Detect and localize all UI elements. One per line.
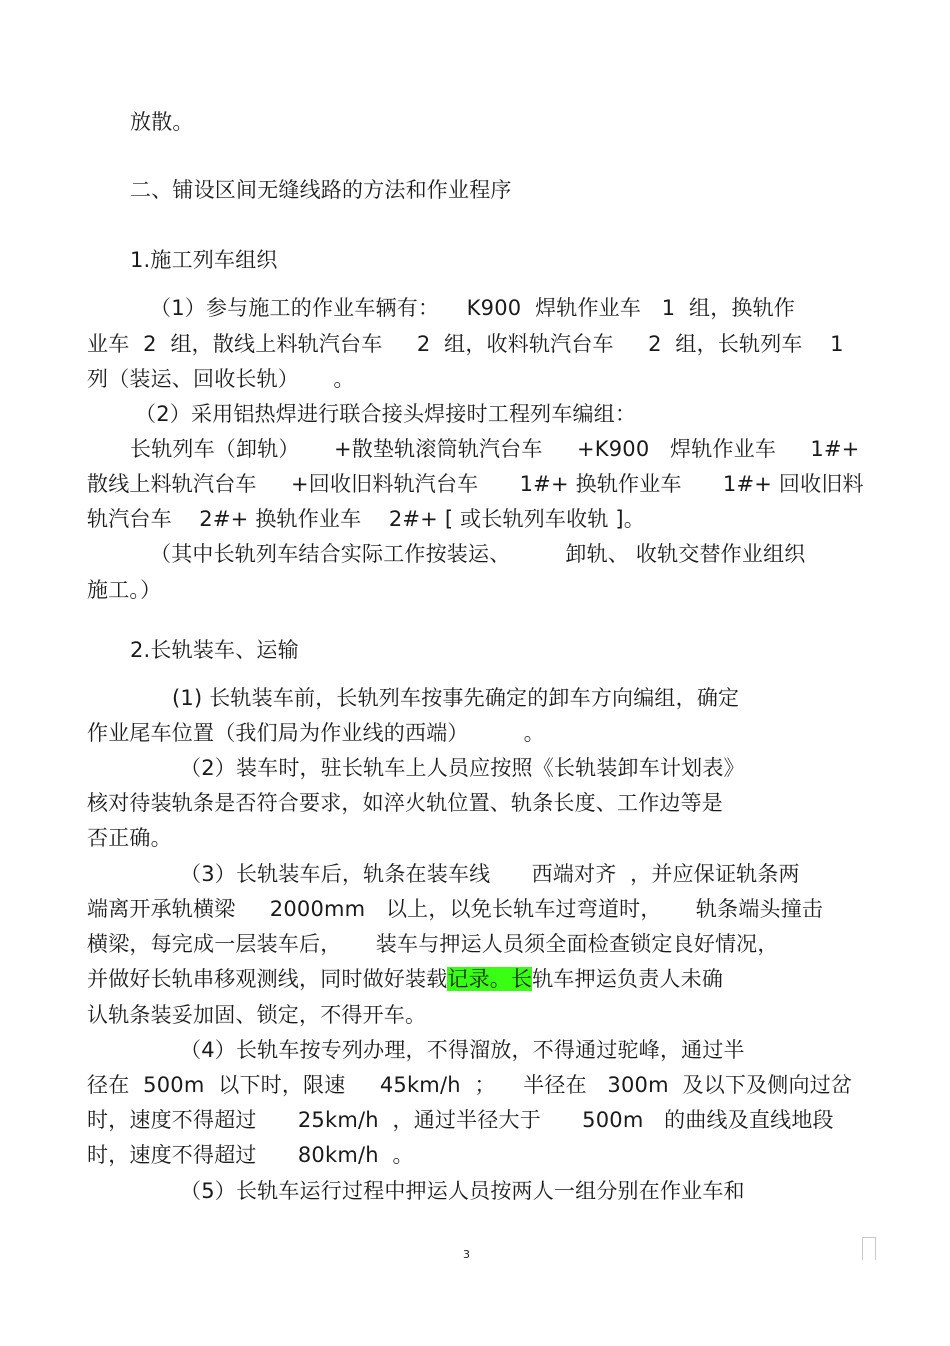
text-line-1: 放散。 bbox=[130, 110, 194, 134]
text-before-highlight: 并做好长轨串移观测线，同时做好装载 bbox=[87, 967, 448, 991]
text-line-23: 认轨条装妥加固、锁定，不得开车。 bbox=[87, 1003, 427, 1027]
text-line-14: (1) 长轨装车前，长轨列车按事先确定的卸车方向编组，确定 bbox=[172, 686, 740, 710]
text-line-11: （其中长轨列车结合实际工作按装运、 卸轨、 收轨交替作业组织 bbox=[150, 542, 806, 566]
text-line-9: 散线上料轨汽台车 +回收旧料轨汽台车 1#+ 换轨作业车 1#+ 回收旧料 bbox=[87, 472, 864, 496]
text-line-22 bbox=[87, 965, 723, 993]
text-line-10: 轨汽台车 2#+ 换轨作业车 2#+ [ 或长轨列车收轨 ]。 bbox=[87, 507, 645, 531]
text-line-20: 端离开承轨横梁 2000mm 以上，以免长轨车过弯道时， 轨条端头撞击 bbox=[87, 897, 824, 921]
text-line-28: （5）长轨车运行过程中押运人员按两人一组分别在作业车和 bbox=[180, 1179, 745, 1203]
section-heading-2: 二、铺设区间无缝线路的方法和作业程序 bbox=[130, 178, 512, 202]
text-line-12: 施工。） bbox=[87, 578, 162, 602]
highlighted-text: 记录。长 bbox=[447, 967, 533, 991]
text-line-21: 横梁，每完成一层装车后， 装车与押运人员须全面检查锁定良好情况， bbox=[87, 932, 779, 956]
text-line-25: 径在 500m 以下时，限速 45km/h ； 半径在 300m 及以下及侧向过岔 bbox=[87, 1073, 853, 1097]
text-line-18: 否正确。 bbox=[87, 826, 172, 850]
text-line-4: （1）参与施工的作业车辆有： K900 焊轨作业车 1 组，换轨作 bbox=[150, 296, 796, 320]
text-line-8: 长轨列车（卸轨） +散垫轨滚筒轨汽台车 +K900 焊轨作业车 1#+ bbox=[130, 437, 860, 461]
text-line-6: 列（装运、回收长轨） 。 bbox=[87, 367, 355, 391]
text-line-27: 时，速度不得超过 80km/h 。 bbox=[87, 1143, 414, 1167]
page-number: 3 bbox=[463, 1248, 470, 1261]
text-after-highlight: 轨车押运负责人未确 bbox=[532, 967, 724, 991]
text-line-19: （3）长轨装车后，轨条在装车线 西端对齐 ，并应保证轨条两 bbox=[180, 862, 800, 886]
text-line-15: 作业尾车位置（我们局为作业线的西端） 。 bbox=[87, 721, 545, 745]
text-line-5: 业车 2 组，散线上料轨汽台车 2 组，收料轨汽台车 2 组，长轨列车 1 bbox=[87, 332, 844, 356]
text-line-24: （4）长轨车按专列办理，不得溜放，不得通过驼峰，通过半 bbox=[180, 1038, 745, 1062]
text-line-17: 核对待装轨条是否符合要求，如淬火轨位置、轨条长度、工作边等是 bbox=[87, 791, 723, 815]
text-line-7: （2）采用铝热焊进行联合接头焊接时工程列车编组： bbox=[135, 402, 637, 426]
subsection-heading-2: 2.长轨装车、运输 bbox=[130, 638, 299, 662]
text-line-26: 时，速度不得超过 25km/h ，通过半径大于 500m 的曲线及直线地段 bbox=[87, 1108, 834, 1132]
subsection-heading-1: 1.施工列车组织 bbox=[130, 248, 278, 272]
text-line-16: （2）装车时，驻长轨车上人员应按照《长轨装卸车计划表》 bbox=[180, 756, 745, 780]
corner-mark bbox=[862, 1237, 876, 1260]
